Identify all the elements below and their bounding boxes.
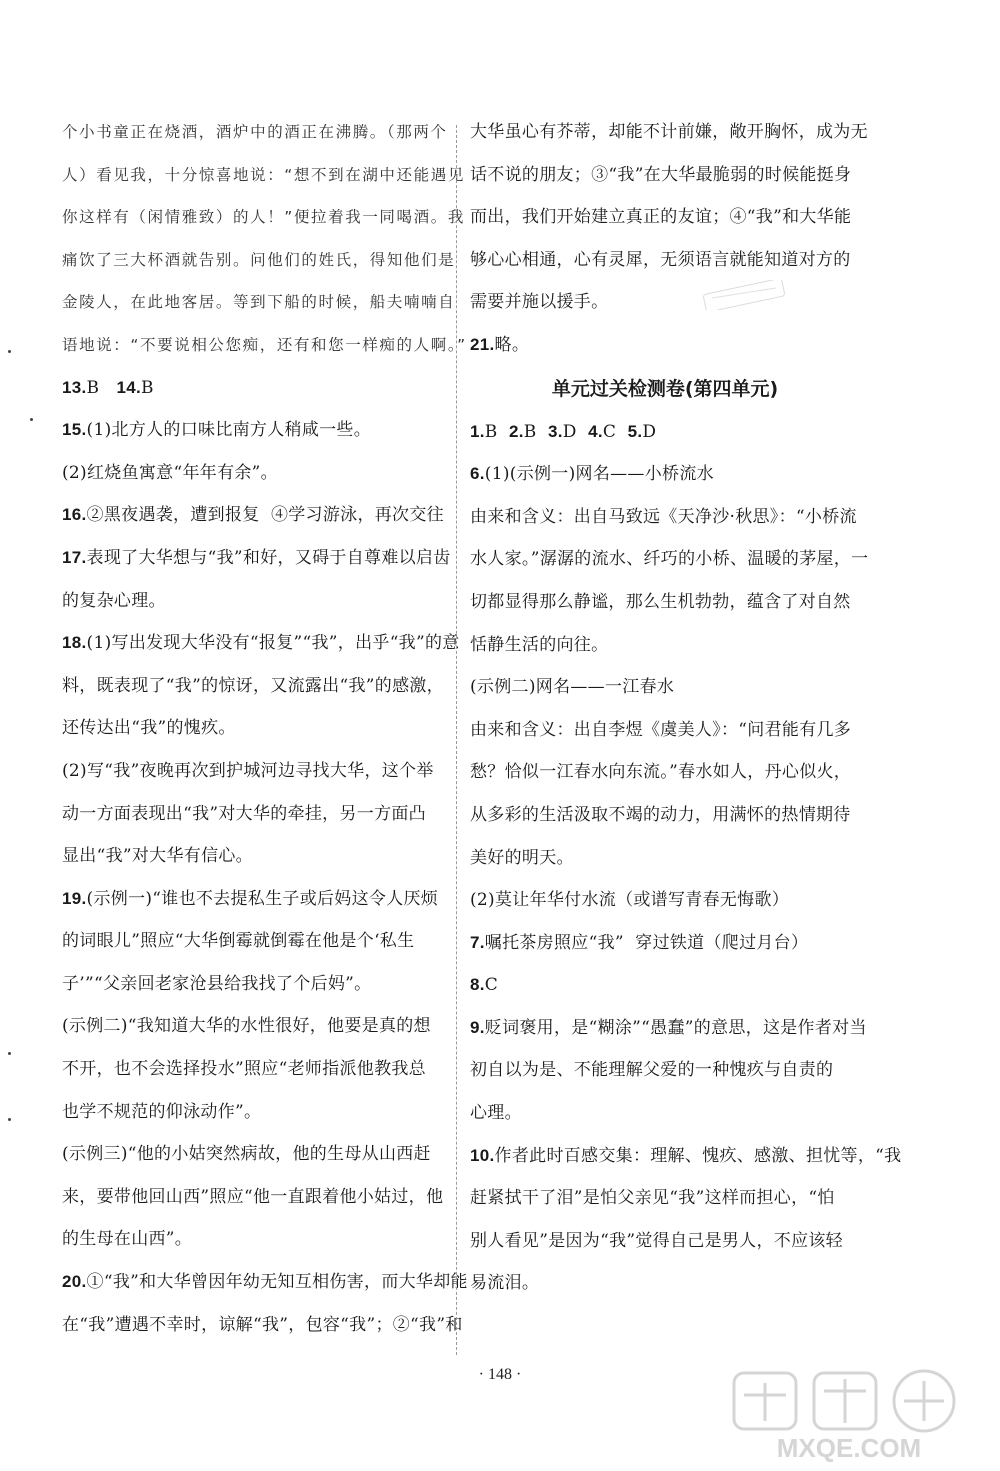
text-line: [62, 335, 467, 355]
text-line: [470, 592, 880, 612]
answer-text: (示例二)“我知道大华的水性很好，他要是真的想: [62, 1016, 431, 1037]
question-number: 8.: [470, 975, 485, 995]
text-line: [470, 549, 880, 569]
question-number: 17.: [62, 547, 87, 567]
scan-speck: [8, 350, 11, 353]
text-line: [62, 974, 442, 994]
answer-text: 够心心相通，心有灵犀，无须语言就能知道对方的: [470, 249, 851, 270]
answer-text: ①“我”和大华曾因年幼无知互相伤害，而大华却能: [86, 1272, 468, 1293]
text-line: [470, 1273, 880, 1293]
answer-text: 水人家。”潺潺的流水、纤巧的小桥、温暖的茅屋，一: [470, 549, 869, 570]
answer-text: (1)北方人的口味比南方人稍咸一些。: [86, 420, 372, 441]
question-number: 15.: [62, 420, 87, 440]
answer-text: 金陵人，在此地客居。等到下船的时候，船夫喃喃自: [62, 293, 456, 312]
left-column: [62, 122, 468, 1357]
answer-text: 美好的明天。: [470, 847, 574, 868]
answer-text: 大华虽心有芥蒂，却能不计前嫌，敞开胸怀，成为无: [470, 122, 868, 142]
text-line: [470, 1145, 902, 1166]
text-line: [62, 1314, 463, 1335]
text-line: [470, 422, 880, 442]
text-line: [470, 975, 880, 995]
answer-text: (2)红烧鱼寓意“年年有余”。: [62, 462, 278, 483]
answer-text: 需要并施以援手。: [470, 292, 609, 313]
answer-text: 不开，也不会选择投水”照应“老师指派他教我总: [62, 1059, 426, 1080]
answer-text: 你这样有（闲情雅致）的人！”便拉着我一同喝酒。我: [62, 208, 465, 227]
scan-speck: [30, 418, 33, 421]
answer-text: 从多彩的生活汲取不竭的动力，用满怀的热情期待: [470, 804, 851, 825]
text-line: [470, 1188, 880, 1208]
text-line: [62, 122, 448, 142]
answer-text: B: [523, 421, 548, 442]
answer-text: (2)写“我”夜晚再次到护城河边寻找大华，这个举: [62, 760, 434, 781]
answer-text: 话不说的朋友；③“我”在大华最脆弱的时候能挺身: [470, 164, 852, 185]
answer-text: 也学不规范的仰泳动作”。: [62, 1101, 262, 1122]
answer-text: 个小书童正在烧酒，酒炉中的酒正在沸腾。（那两个: [62, 123, 448, 141]
answer-text: (示例一)“谁也不去提私生子或后妈这令人厌烦: [86, 888, 439, 909]
text-line: [470, 933, 880, 953]
answer-text: 来，要带他回山西”照应“他一直跟着他小姑过，他: [62, 1186, 444, 1207]
text-line: [62, 846, 442, 866]
text-line: [470, 720, 880, 740]
text-line: [470, 335, 880, 355]
text-line: [470, 1103, 880, 1123]
answer-text: ②黑夜遇袭，遭到报复 ④学习游泳，再次交往: [86, 505, 444, 526]
question-number: 1.: [470, 421, 485, 441]
answer-text: 人）看见我，十分惊喜地说：“想不到在湖中还能遇见: [62, 165, 465, 184]
answer-text: 贬词褒用，是“糊涂”“愚蠢”的意思，这是作者对当: [484, 1017, 867, 1038]
text-line: [470, 250, 880, 270]
answer-text: 由来和含义：出自李煜《虞美人》：“问君能有几多: [470, 719, 852, 740]
answer-text: 语地说：“不要说相公您痴，还有和您一样痴的人啊。”: [62, 335, 467, 354]
text-line: [62, 1187, 442, 1207]
text-line: [470, 165, 880, 185]
text-line: [470, 677, 880, 697]
answer-text: 略。: [494, 334, 530, 355]
answer-text: (1)写出发现大华没有“报复”“我”，出乎“我”的意: [86, 633, 460, 654]
text-line: [62, 378, 442, 398]
text-line: [62, 718, 442, 738]
answer-text: 心理。: [470, 1103, 522, 1124]
answer-text: C: [602, 421, 628, 442]
question-number: 4.: [588, 421, 603, 441]
text-line: [470, 762, 880, 782]
question-number: 19.: [62, 888, 87, 908]
answer-text: 易流泪。: [470, 1273, 540, 1294]
text-line: [62, 207, 465, 227]
watermark-text: MXQE.COM: [776, 1433, 922, 1463]
answer-text: 表现了大华想与“我”和好，又碍于自尊难以启齿: [86, 547, 451, 568]
answer-text: (2)莫让年华付水流（或谱写青春无悔歌）: [470, 890, 790, 911]
answer-text: D: [642, 421, 657, 442]
question-number: 16.: [62, 505, 87, 525]
text-line: [470, 292, 880, 312]
question-number: 10.: [470, 1145, 495, 1165]
answer-text: 赶紧拭干了泪”是怕父亲见“我”这样而担心，“怕: [470, 1188, 835, 1209]
answer-text: 显出“我”对大华有信心。: [62, 846, 253, 867]
question-number: 13.: [62, 377, 87, 397]
text-line: [470, 507, 880, 527]
answer-text: B: [141, 377, 154, 398]
text-line: [62, 1272, 468, 1293]
answer-text: 由来和含义：出自马致远《天净沙·秋思》：“小桥流: [470, 506, 857, 527]
answer-text: (示例二)网名——一江春水: [470, 677, 675, 698]
text-line: [62, 889, 442, 909]
answer-text: 痛饮了三大杯酒就告别。问他们的姓氏，得知他们是: [62, 250, 456, 269]
text-line: [470, 1018, 880, 1038]
section-title: 单元过关检测卷(第四单元): [551, 377, 779, 400]
question-number: 21.: [470, 334, 495, 354]
text-line: [470, 1060, 880, 1080]
answer-text: 的生母在山西”。: [62, 1229, 193, 1250]
answer-text: B: [86, 377, 117, 398]
right-column: [470, 122, 902, 1316]
question-number: 3.: [547, 421, 563, 441]
question-number: 7.: [470, 932, 485, 952]
text-line: [62, 804, 442, 824]
scan-speck: [8, 1118, 11, 1121]
text-line: [470, 464, 880, 484]
text-line: [62, 1144, 442, 1164]
text-line: [62, 1102, 442, 1122]
text-line: [470, 848, 880, 868]
answer-text: 愁？恰似一江春水向东流。”春水如人，丹心似火，: [470, 762, 852, 783]
answer-text: 子’”“父亲回老家沧县给我找了个后妈”。: [62, 973, 372, 994]
text-line: [62, 931, 442, 951]
column-divider: [456, 125, 457, 1355]
answer-text: C: [484, 975, 499, 996]
answer-text: 初自以为是、不能理解父爱的一种愧疚与自责的: [470, 1060, 834, 1081]
text-line: [62, 165, 465, 185]
answer-text: 还传达出“我”的愧疚。: [62, 718, 236, 739]
text-line: [62, 676, 442, 696]
text-line: [62, 1059, 442, 1079]
text-line: [62, 547, 451, 568]
text-line: [470, 1231, 880, 1251]
answer-text: 切都显得那么静谧，那么生机勃勃，蕴含了对自然: [470, 591, 851, 612]
answer-text: 作者此时百感交集：理解、愧疚、感激、担忧等，“我: [494, 1145, 902, 1166]
question-number: 14.: [116, 377, 141, 397]
text-line: [62, 250, 456, 270]
answer-text: (示例三)“他的小姑突然病故，他的生母从山西赶: [62, 1144, 431, 1165]
text-line: [62, 1229, 442, 1249]
text-line: [62, 591, 442, 611]
text-line: [62, 420, 442, 440]
text-line: [470, 890, 880, 910]
question-number: 20.: [62, 1272, 87, 1292]
watermark-logo: [724, 1365, 974, 1465]
answer-text: (1)(示例一)网名——小桥流水: [484, 464, 714, 485]
answer-text: D: [562, 421, 589, 442]
question-number: 6.: [470, 464, 485, 484]
question-number: 18.: [62, 633, 87, 653]
scan-speck: [8, 1052, 11, 1055]
answer-text: 在“我”遭遇不幸时，谅解“我”，包容“我”；②“我”和: [62, 1314, 463, 1335]
question-number: 5.: [627, 421, 643, 441]
answer-text: 的词眼儿”照应“大华倒霉就倒霉在他是个‘私生: [62, 931, 415, 952]
text-line: [62, 633, 460, 654]
answer-text: 而出，我们开始建立真正的友谊；④“我”和大华能: [470, 207, 852, 228]
text-line: [62, 1016, 442, 1036]
text-line: [470, 635, 880, 655]
text-line: [62, 463, 442, 483]
text-line: [470, 805, 880, 825]
text-line: [62, 505, 442, 525]
text-line: [62, 292, 456, 312]
answer-text: B: [484, 421, 509, 442]
answer-text: 的复杂心理。: [62, 590, 166, 611]
page-number: · 148 ·: [478, 1366, 522, 1383]
answer-text: 动一方面表现出“我”对大华的牵挂，另一方面凸: [62, 803, 426, 824]
answer-text: 恬静生活的向往。: [470, 634, 609, 655]
answer-text: 嘱托茶房照应“我” 穿过铁道（爬过月台）: [484, 932, 809, 953]
question-number: 9.: [470, 1017, 485, 1037]
text-line: [470, 122, 880, 142]
text-line: [470, 207, 880, 227]
text-line: [62, 761, 442, 781]
answer-text: 料，既表现了“我”的惊讶，又流露出“我”的感激，: [62, 675, 444, 696]
question-number: 2.: [508, 421, 524, 441]
faint-stamp-mark: [700, 280, 790, 310]
answer-text: 别人看见”是因为“我”觉得自己是男人，不应该轻: [470, 1230, 843, 1251]
watermark-icon: [734, 1371, 954, 1431]
